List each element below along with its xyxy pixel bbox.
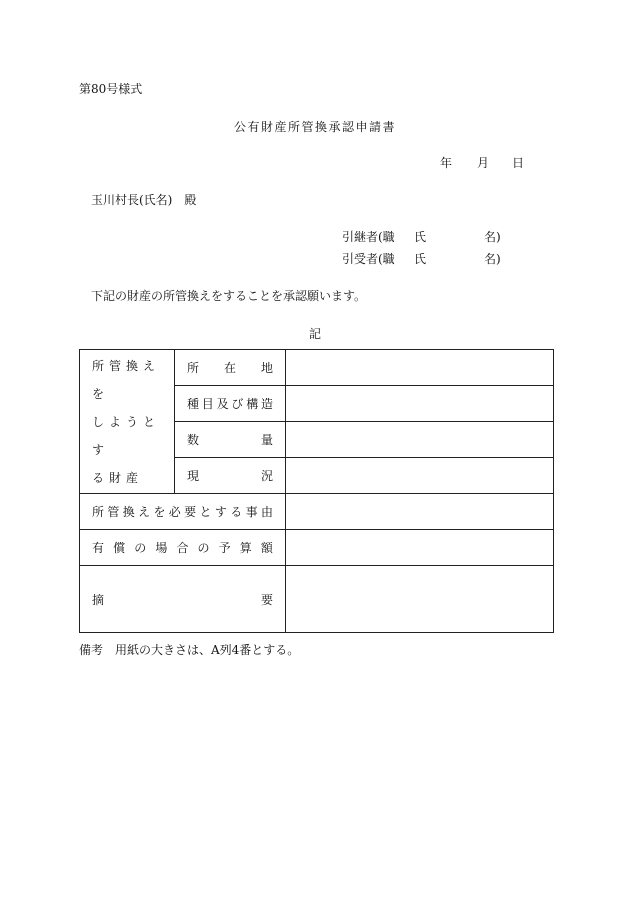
property-table bbox=[79, 349, 554, 633]
label-char: 管 bbox=[107, 505, 120, 519]
label-char: 現 bbox=[187, 469, 200, 483]
date-line bbox=[440, 155, 524, 171]
reason-value-cell[interactable] bbox=[286, 494, 554, 530]
type-structure-label-cell bbox=[175, 386, 286, 422]
transferor-label: 引継者(職 bbox=[342, 230, 395, 244]
location-label-cell bbox=[175, 350, 286, 386]
addressee: 玉川村長(氏名) 殿 bbox=[91, 193, 197, 207]
label-char: 償 bbox=[113, 541, 126, 555]
label-char: 在 bbox=[223, 361, 236, 375]
label-char: 換 bbox=[122, 505, 135, 519]
label-char: 所 bbox=[187, 361, 200, 375]
quantity-label-cell bbox=[175, 422, 286, 458]
transferee-name-label: 氏 bbox=[414, 252, 427, 266]
transferee-line bbox=[342, 251, 501, 267]
label-char: 由 bbox=[260, 505, 273, 519]
label-char: 有 bbox=[92, 541, 105, 555]
quantity-value-cell[interactable] bbox=[286, 422, 554, 458]
date-month: 月 bbox=[477, 156, 490, 170]
label-char: 数 bbox=[187, 433, 200, 447]
label-char: 額 bbox=[260, 541, 273, 555]
type-structure-label bbox=[187, 395, 273, 412]
transferor-line bbox=[342, 229, 501, 245]
location-value-cell[interactable] bbox=[286, 350, 554, 386]
budget-label bbox=[92, 539, 273, 556]
condition-value-cell[interactable] bbox=[286, 458, 554, 494]
label-char: 量 bbox=[260, 433, 273, 447]
group-label-line-2: しようとす bbox=[92, 414, 161, 457]
label-char: 況 bbox=[260, 469, 273, 483]
transferor-name-end: 名) bbox=[484, 230, 501, 244]
label-char: を bbox=[153, 505, 166, 519]
label-char: 予 bbox=[218, 541, 231, 555]
form-number: 第80号様式 bbox=[79, 82, 143, 96]
transferee-name-end: 名) bbox=[484, 252, 501, 266]
label-char: 造 bbox=[260, 397, 273, 411]
ki-heading: 記 bbox=[308, 327, 321, 341]
condition-label bbox=[187, 467, 273, 484]
transferee-label: 引受者(職 bbox=[342, 252, 395, 266]
group-label-line-1: 所管換えを bbox=[92, 358, 161, 401]
label-char: 摘 bbox=[92, 592, 105, 607]
label-char: 要 bbox=[260, 592, 273, 607]
location-label bbox=[187, 359, 273, 376]
document-title: 公有財産所管換承認申請書 bbox=[233, 120, 396, 134]
date-day: 日 bbox=[512, 156, 525, 170]
group-label-line-3: る財産 bbox=[92, 470, 144, 485]
label-char: え bbox=[138, 505, 151, 519]
label-char: 所 bbox=[92, 505, 105, 519]
quantity-label bbox=[187, 431, 273, 448]
label-char: 種 bbox=[187, 397, 200, 411]
remark: 備考 用紙の大きさは、A列4番とする。 bbox=[79, 643, 300, 657]
label-char: す bbox=[214, 505, 227, 519]
type-structure-value-cell[interactable] bbox=[286, 386, 554, 422]
label-char: 算 bbox=[239, 541, 252, 555]
label-char: の bbox=[134, 541, 147, 555]
label-char: 要 bbox=[184, 505, 197, 519]
request-text: 下記の財産の所管換えをすることを承認願います。 bbox=[91, 289, 367, 303]
label-char: び bbox=[231, 397, 244, 411]
property-group-label bbox=[80, 350, 175, 494]
reason-label-cell bbox=[80, 494, 286, 530]
label-char: の bbox=[197, 541, 210, 555]
condition-label-cell bbox=[175, 458, 286, 494]
summary-value-cell[interactable] bbox=[286, 566, 554, 633]
label-char: と bbox=[199, 505, 212, 519]
label-char: 場 bbox=[155, 541, 168, 555]
reason-label bbox=[92, 503, 273, 520]
label-char: 及 bbox=[216, 397, 229, 411]
transferor-name-label: 氏 bbox=[414, 230, 427, 244]
summary-label bbox=[92, 591, 273, 608]
label-char: る bbox=[230, 505, 243, 519]
label-char: 合 bbox=[176, 541, 189, 555]
label-char: 地 bbox=[260, 361, 273, 375]
budget-label-cell bbox=[80, 530, 286, 566]
summary-label-cell bbox=[80, 566, 286, 633]
budget-value-cell[interactable] bbox=[286, 530, 554, 566]
label-char: 事 bbox=[245, 505, 258, 519]
label-char: 目 bbox=[201, 397, 214, 411]
label-char: 必 bbox=[168, 505, 181, 519]
date-year: 年 bbox=[440, 156, 453, 170]
label-char: 構 bbox=[246, 397, 259, 411]
